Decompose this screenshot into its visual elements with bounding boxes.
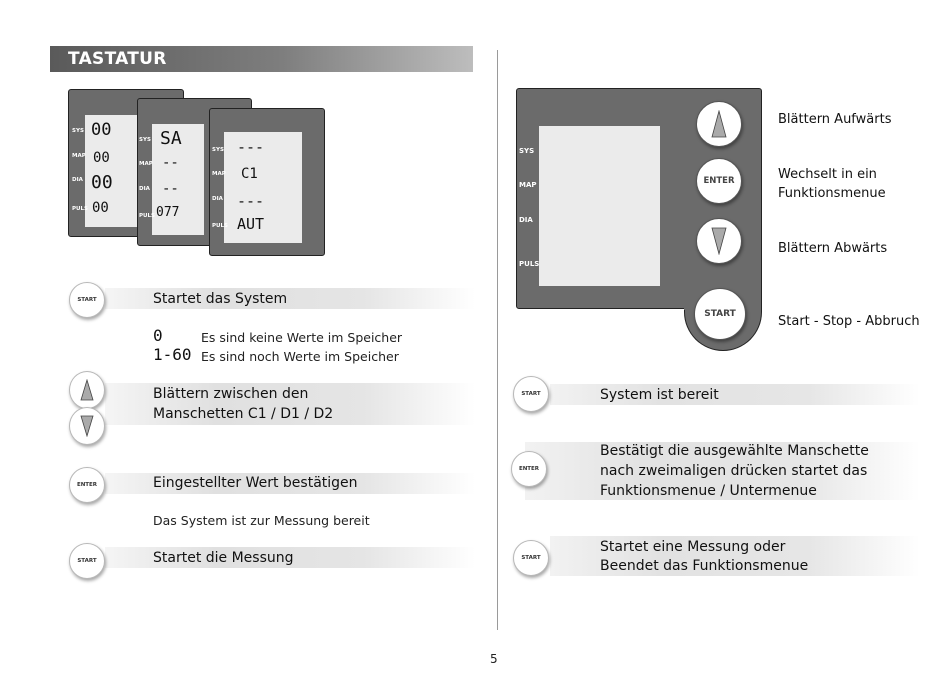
down-button[interactable] <box>69 407 105 445</box>
confirm-cuff-2: nach zweimaligen drücken startet das <box>600 463 868 479</box>
arrow-up-icon <box>80 379 94 401</box>
label-sys: SYS <box>72 128 84 134</box>
label-up: Blättern Aufwärts <box>778 112 892 127</box>
label-puls: PULS <box>519 260 540 268</box>
confirm-cuff-3: Funktionsmenue / Untermenue <box>600 483 817 499</box>
confirm-cuff-1: Bestätigt die ausgewählte Manschette <box>600 443 869 459</box>
column-divider <box>497 50 498 630</box>
up-button[interactable] <box>69 371 105 409</box>
label-dia: DIA <box>212 196 223 202</box>
start-end-2: Beendet das Funktionsmenue <box>600 558 809 574</box>
system-ready-label: System ist bereit <box>600 387 719 403</box>
value-map: -- <box>162 155 179 171</box>
device-down-button[interactable] <box>696 218 742 264</box>
label-dia: DIA <box>72 177 83 183</box>
start-button[interactable]: START <box>69 543 105 579</box>
value-dia: --- <box>237 192 265 210</box>
label-puls: PULS <box>139 213 155 219</box>
start-measure-label: Startet die Messung <box>153 550 294 566</box>
start-end-1: Startet eine Messung oder <box>600 539 786 555</box>
device-start-button[interactable]: START <box>694 288 746 340</box>
value-dia: -- <box>162 181 179 197</box>
memory-code-1: 1-60 <box>153 345 192 364</box>
memory-text-1: Es sind noch Werte im Speicher <box>201 349 399 364</box>
label-dia: DIA <box>519 216 533 224</box>
label-map: MAP <box>519 181 537 189</box>
label-dia: DIA <box>139 186 150 192</box>
value-sys: --- <box>237 138 265 156</box>
device-enter-button[interactable]: ENTER <box>696 158 742 204</box>
value-map: C1 <box>241 166 258 182</box>
page-number: 5 <box>490 652 498 666</box>
arrow-down-icon <box>711 227 727 255</box>
start-button[interactable]: START <box>513 540 549 576</box>
value-sys: 00 <box>91 120 112 140</box>
device-display-3 <box>209 108 325 256</box>
start-button[interactable]: START <box>513 376 549 412</box>
arrow-down-icon <box>80 415 94 437</box>
start-button[interactable]: START <box>69 282 105 318</box>
confirm-label: Eingestellter Wert bestätigen <box>153 475 358 491</box>
browse-label-2: Manschetten C1 / D1 / D2 <box>153 406 334 422</box>
memory-text-0: Es sind keine Werte im Speicher <box>201 330 403 345</box>
label-map: MAP <box>212 171 226 177</box>
value-map: 00 <box>93 150 110 166</box>
label-puls: PULS <box>72 206 88 212</box>
device-large <box>516 88 762 350</box>
label-down: Blättern Abwärts <box>778 241 888 256</box>
value-puls: 00 <box>92 200 109 216</box>
label-puls: PULS <box>212 223 228 229</box>
device-up-button[interactable] <box>696 101 742 147</box>
ready-text: Das System ist zur Messung bereit <box>153 513 370 528</box>
enter-button[interactable]: ENTER <box>511 451 547 487</box>
value-sys: SA <box>160 128 182 149</box>
label-map: MAP <box>139 161 153 167</box>
label-sys: SYS <box>139 137 151 143</box>
value-dia: 00 <box>91 172 113 193</box>
arrow-up-icon <box>711 110 727 138</box>
label-map: MAP <box>72 153 86 159</box>
browse-label-1: Blättern zwischen den <box>153 386 309 402</box>
start-system-label: Startet das System <box>153 291 288 307</box>
enter-button[interactable]: ENTER <box>69 467 105 503</box>
label-sys: SYS <box>212 147 224 153</box>
memory-code-0: 0 <box>153 326 163 345</box>
label-enter-2: Funktionsmenue <box>778 186 886 201</box>
section-header <box>50 46 473 72</box>
label-sys: SYS <box>519 147 535 155</box>
label-enter-1: Wechselt in ein <box>778 167 877 182</box>
value-puls: 077 <box>156 205 180 220</box>
section-title: TASTATUR <box>68 49 167 69</box>
label-start: Start - Stop - Abbruch <box>778 314 920 329</box>
value-puls: AUT <box>237 215 265 233</box>
